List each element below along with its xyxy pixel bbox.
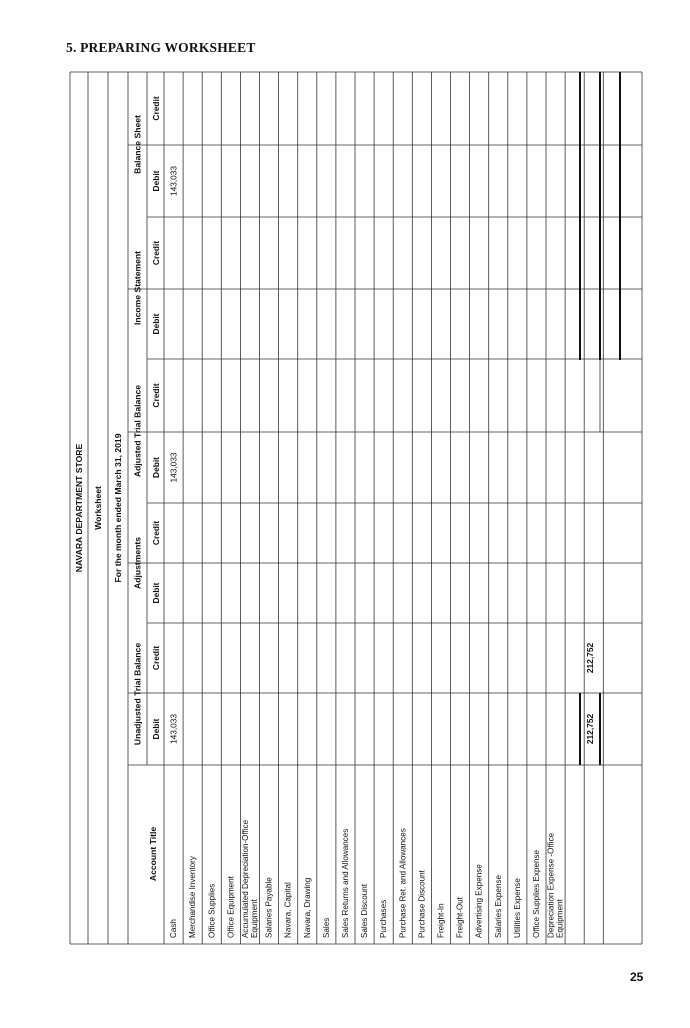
credit-header: Credit: [151, 520, 161, 546]
debit-header: Debit: [151, 457, 161, 478]
credit-header: Credit: [151, 96, 161, 121]
total-debit: 212,752: [585, 713, 595, 745]
account-name: Sales: [321, 917, 331, 938]
account-name: Advertising Expense: [474, 864, 484, 938]
debit-header: Debit: [151, 313, 161, 335]
account-name: Navara, Drawing: [302, 877, 312, 938]
account-name: Accumulated Depreciation-Office: [240, 819, 250, 938]
account-name: Sales Returns and Allowances: [340, 828, 350, 938]
account-name: Depreciation Expense -Office: [546, 832, 556, 938]
account-name: Cash: [169, 919, 179, 938]
account-name: Purchase Discount: [417, 870, 427, 938]
account-name: Purchases: [379, 899, 389, 938]
group-header: Adjustments: [132, 536, 143, 590]
group-header: Income Statement: [132, 250, 143, 326]
account-name: Office Supplies Expense: [531, 849, 541, 938]
credit-header: Credit: [151, 240, 161, 266]
account-name: Purchase Ret. and Allowances: [398, 828, 408, 938]
account-name: Salaries Payable: [264, 877, 274, 938]
group-header: Adjusted Trial Balance: [132, 384, 143, 478]
account-title-header: Account Title: [148, 826, 158, 882]
worksheet-grid: [70, 72, 642, 944]
account-name: Office Supplies: [207, 883, 217, 938]
debit-header: Debit: [151, 718, 161, 740]
amount-cell: 143,033: [168, 452, 179, 483]
account-name: Navara, Capital: [283, 882, 293, 938]
credit-header: Credit: [151, 645, 161, 671]
section-heading: 5. PREPARING WORKSHEET: [66, 40, 256, 55]
group-header: Balance Sheet: [132, 115, 143, 174]
account-name: Freight-In: [436, 903, 446, 938]
group-header: Unadjusted Trial Balance: [132, 642, 143, 746]
debit-header: Debit: [151, 170, 161, 192]
worksheet-labels: [74, 96, 595, 938]
page-number: 25: [630, 970, 644, 984]
total-credit: 212,752: [585, 642, 595, 674]
debit-header: Debit: [151, 582, 161, 604]
account-name: Salaries Expense: [493, 875, 503, 938]
amount-cell: 143,033: [168, 166, 179, 196]
account-name: Freight-Out: [455, 897, 465, 938]
company-name: NAVARA DEPARTMENT STORE: [74, 443, 84, 573]
account-name: Equipment: [249, 899, 259, 938]
account-name: Utilities Expense: [512, 878, 522, 938]
worksheet-title: Worksheet: [93, 486, 103, 530]
worksheet-period: For the month ended March 31, 2019: [113, 433, 123, 583]
account-name: Sales Discount: [360, 884, 370, 938]
account-name: Merchandise Inventory: [188, 856, 198, 938]
account-name: Equipment: [555, 899, 565, 938]
amount-cell: 143,033: [168, 714, 179, 744]
account-name: Office Equipment: [226, 876, 236, 938]
credit-header: Credit: [151, 383, 161, 408]
